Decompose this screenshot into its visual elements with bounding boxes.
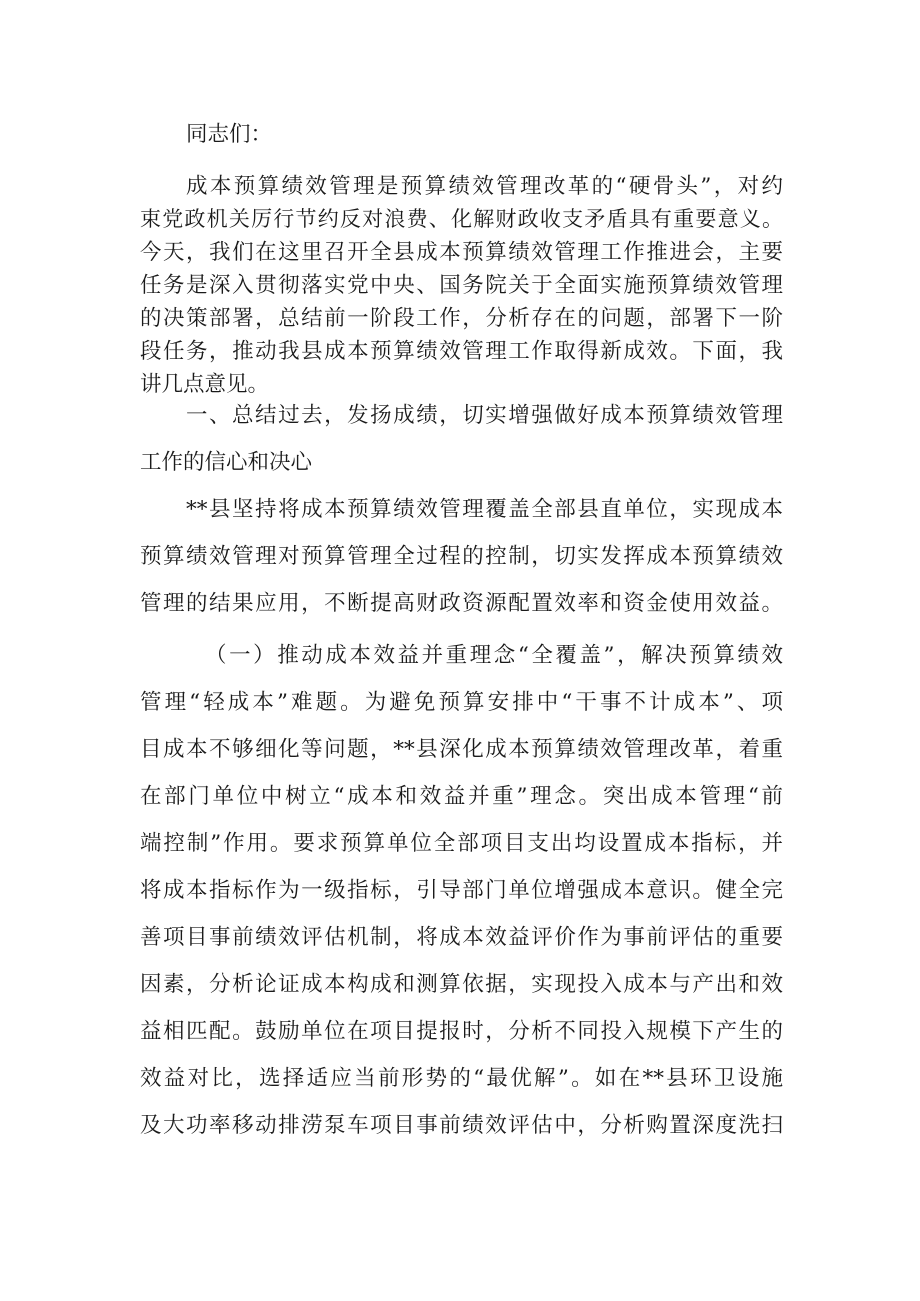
paragraph-2-line-1: **县坚持将成本预算绩效管理覆盖全部县直单位，实现成本 xyxy=(186,497,783,522)
paragraph-3-line-5: 端控制”作用。要求预算单位全部项目支出均设置成本指标，并 xyxy=(140,831,783,856)
paragraph-2-line-2: 预算绩效管理对预算管理全过程的控制，切实发挥成本预算绩效 xyxy=(140,544,783,569)
paragraph-3-line-3: 目成本不够细化等问题，**县深化成本预算绩效管理改革，着重 xyxy=(140,737,783,762)
paragraph-3-line-1: （一）推动成本效益并重理念“全覆盖”，解决预算绩效 xyxy=(205,643,783,668)
paragraph-3-line-4: 在部门单位中树立“成本和效益并重”理念。突出成本管理“前 xyxy=(140,784,783,809)
greeting: 同志们： xyxy=(186,122,273,147)
paragraph-1-line-6: 段任务，推动我县成本预算绩效管理工作取得新成效。下面，我 xyxy=(140,339,783,364)
paragraph-1-line-7: 讲几点意见。 xyxy=(140,372,270,397)
paragraph-3-line-11: 及大功率移动排涝泵车项目事前绩效评估中，分析购置深度洗扫 xyxy=(140,1113,783,1138)
paragraph-2-line-3: 管理的结果应用，不断提高财政资源配置效率和资金使用效益。 xyxy=(140,591,783,616)
paragraph-3-line-6: 将成本指标作为一级指标，引导部门单位增强成本意识。健全完 xyxy=(140,878,783,903)
section-heading-line-1: 一、总结过去，发扬成绩，切实增强做好成本预算绩效管理 xyxy=(186,403,783,428)
paragraph-3-line-7: 善项目事前绩效评估机制，将成本效益评价作为事前评估的重要 xyxy=(140,925,783,950)
paragraph-3-line-8: 因素，分析论证成本构成和测算依据，实现投入成本与产出和效 xyxy=(140,972,783,997)
paragraph-1-line-3: 今天，我们在这里召开全县成本预算绩效管理工作推进会，主要 xyxy=(140,240,783,265)
paragraph-1-line-2: 束党政机关厉行节约反对浪费、化解财政收支矛盾具有重要意义。 xyxy=(140,207,783,231)
paragraph-1-line-1: 成本预算绩效管理是预算绩效管理改革的“硬骨头”，对约 xyxy=(186,174,783,199)
paragraph-1-line-4: 任务是深入贯彻落实党中央、国务院关于全面实施预算绩效管理 xyxy=(140,273,783,298)
paragraph-3-line-9: 益相匹配。鼓励单位在项目提报时，分析不同投入规模下产生的 xyxy=(140,1019,783,1044)
paragraph-3-line-2: 管理“轻成本”难题。为避免预算安排中“干事不计成本”、项 xyxy=(140,690,783,715)
paragraph-1-line-5: 的决策部署，总结前一阶段工作，分析存在的问题，部署下一阶 xyxy=(140,306,783,331)
section-heading-line-2: 工作的信心和决心 xyxy=(140,450,313,475)
paragraph-3-line-10: 效益对比，选择适应当前形势的“最优解”。如在**县环卫设施 xyxy=(140,1066,783,1091)
